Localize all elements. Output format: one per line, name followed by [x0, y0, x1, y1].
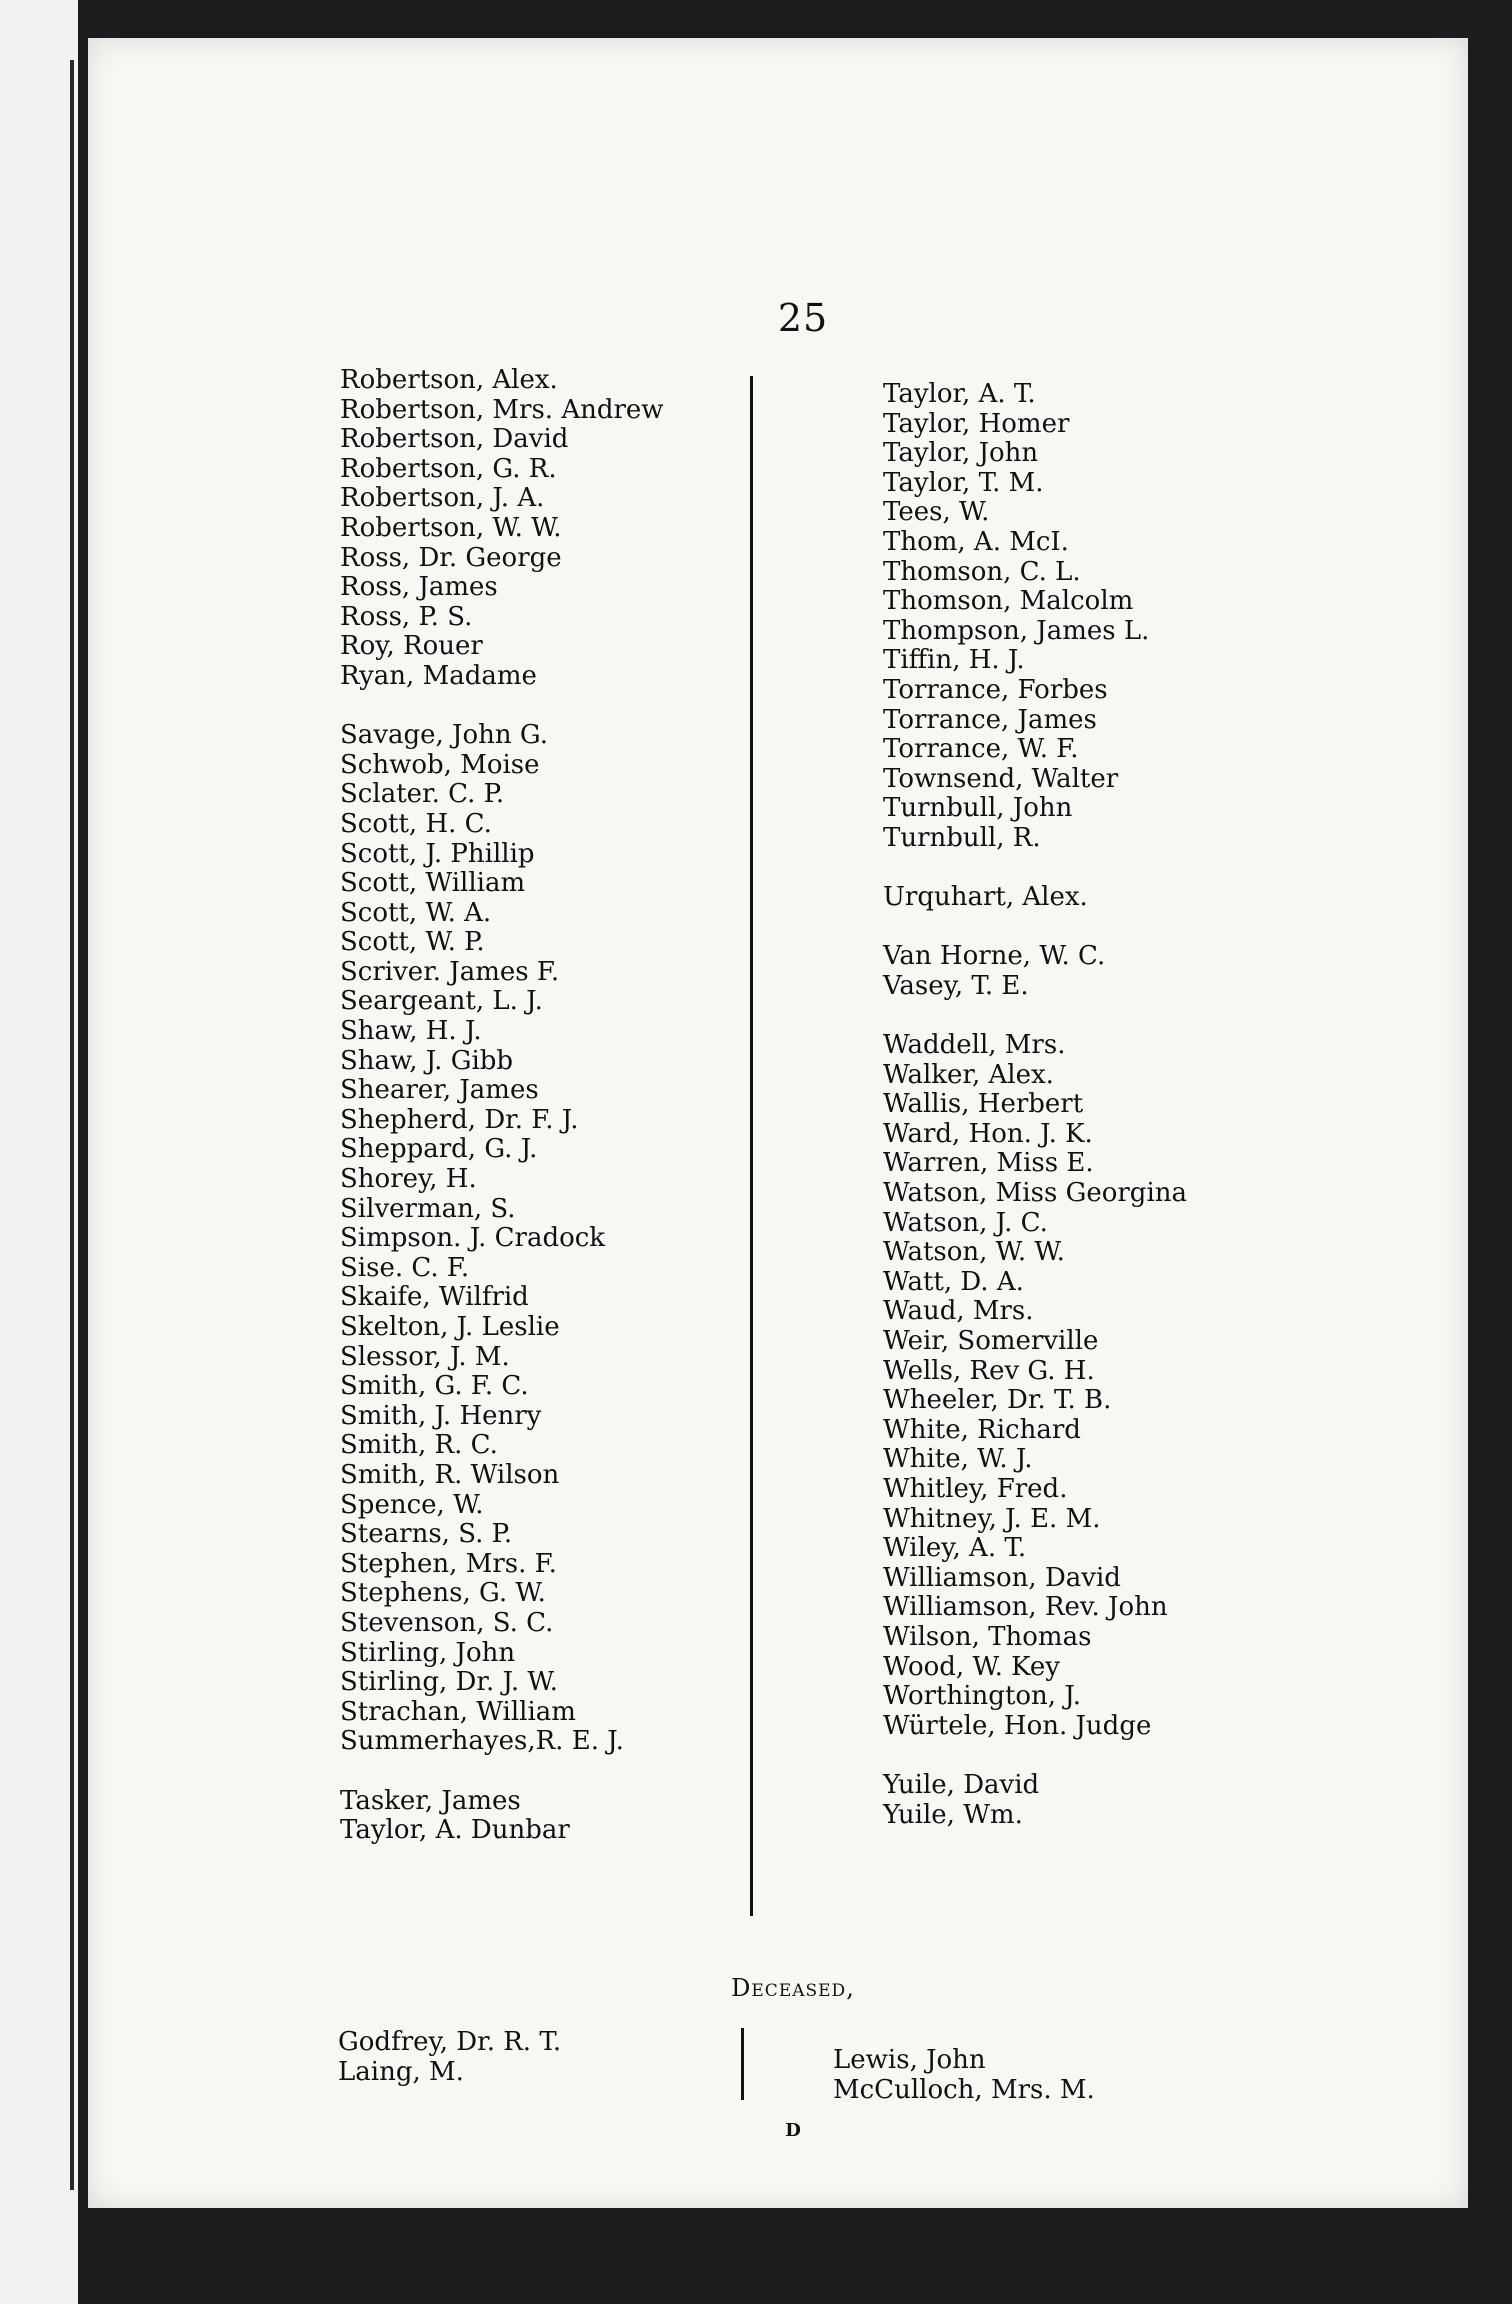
list-gap: [883, 854, 1187, 884]
list-item: Smith, R. C.: [340, 1430, 498, 1461]
list-item: Urquhart, Alex.: [883, 882, 1088, 913]
list-gap: [340, 1757, 664, 1787]
list-item: Godfrey, Dr. R. T.: [338, 2027, 562, 2057]
list-item: Sheppard, G. J.: [340, 1134, 538, 1165]
list-item: McCulloch, Mrs. M.: [833, 2074, 1095, 2105]
names-column-right: [883, 380, 1187, 1830]
signature-mark: D: [785, 2120, 801, 2141]
list-item: Taylor, John: [883, 438, 1039, 469]
list-item: Torrance, Forbes: [883, 674, 1108, 705]
list-item: Taylor, Homer: [883, 408, 1070, 439]
list-item: Stephen, Mrs. F.: [340, 1548, 557, 1579]
list-item: Robertson, J. A.: [340, 483, 545, 514]
previous-page-edge: [0, 0, 78, 2304]
list-item: Williamson, David: [883, 1562, 1121, 1593]
list-item: Würtele, Hon. Judge: [883, 1710, 1152, 1741]
deceased-column-left: [338, 2028, 561, 2087]
list-item: Yuile, Wm.: [883, 1799, 1023, 1830]
list-gap: [883, 1001, 1187, 1031]
list-item: Taylor, T. M.: [883, 467, 1044, 498]
list-item: Townsend, Walter: [883, 763, 1119, 794]
list-item: Tees, W.: [883, 497, 990, 528]
list-item: Watson, W. W.: [883, 1237, 1065, 1268]
binding-rule: [70, 60, 74, 2190]
list-item: Weir, Somerville: [883, 1326, 1099, 1356]
list-item: Thom, A. McI.: [883, 526, 1069, 557]
list-item: Skaife, Wilfrid: [340, 1282, 529, 1313]
list-item: Sclater. C. P.: [340, 779, 505, 810]
list-item: Shorey, H.: [340, 1164, 477, 1195]
list-item: Williamson, Rev. John: [883, 1592, 1168, 1623]
list-item: Worthington, J.: [883, 1681, 1081, 1712]
list-item: Thomson, C. L.: [883, 556, 1081, 587]
list-item: Laing, M.: [338, 2056, 464, 2087]
list-item: Stearns, S. P.: [340, 1519, 513, 1550]
list-item: Robertson, David: [340, 424, 569, 455]
list-item: Van Horne, W. C.: [883, 941, 1106, 972]
list-item: Robertson, Mrs. Andrew: [340, 394, 664, 425]
list-item: Turnbull, John: [883, 793, 1073, 824]
list-item: White, W. J.: [883, 1444, 1033, 1475]
list-item: Tasker, James: [340, 1785, 521, 1816]
list-item: Taylor, A. Dunbar: [340, 1815, 570, 1846]
list-item: Waddell, Mrs.: [883, 1030, 1066, 1061]
list-item: Stirling, Dr. J. W.: [340, 1667, 558, 1698]
list-item: Simpson. J. Cradock: [340, 1223, 606, 1254]
list-item: Ward, Hon. J. K.: [883, 1118, 1093, 1149]
column-divider: [750, 376, 753, 1916]
list-item: White, Richard: [883, 1414, 1081, 1445]
list-item: Watson, Miss Georgina: [883, 1178, 1188, 1209]
list-item: Torrance, James: [883, 704, 1097, 735]
list-item: Summerhayes,R. E. J.: [340, 1726, 624, 1757]
list-item: Ross, James: [340, 572, 498, 603]
list-item: Scriver. James F.: [340, 956, 560, 987]
list-item: Whitney, J. E. M.: [883, 1503, 1101, 1534]
list-item: Scott, W. A.: [340, 897, 492, 928]
list-item: Scott, William: [340, 868, 526, 899]
list-item: Stevenson, S. C.: [340, 1607, 554, 1638]
list-item: Torrance, W. F.: [883, 734, 1079, 765]
list-item: Smith, G. F. C.: [340, 1371, 529, 1402]
list-gap: [883, 1741, 1187, 1771]
list-item: Smith, J. Henry: [340, 1400, 542, 1431]
document-page: [88, 38, 1468, 2208]
list-item: Robertson, Alex.: [340, 365, 558, 395]
list-item: Schwob, Moise: [340, 749, 540, 780]
list-item: Turnbull, R.: [883, 822, 1041, 853]
list-item: Strachan, William: [340, 1696, 576, 1727]
list-item: Tiffin, H. J.: [883, 645, 1025, 676]
list-item: Whitley, Fred.: [883, 1473, 1068, 1504]
list-item: Stephens, G. W.: [340, 1578, 546, 1609]
names-column-left: [340, 366, 664, 1846]
list-item: Walker, Alex.: [883, 1059, 1054, 1090]
list-item: Sise. C. F.: [340, 1252, 470, 1283]
list-item: Thomson, Malcolm: [883, 586, 1134, 617]
list-item: Wiley, A. T.: [883, 1533, 1027, 1564]
deceased-heading: Deceased,: [731, 1974, 855, 2002]
list-item: Shaw, J. Gibb: [340, 1045, 514, 1076]
list-item: Watt, D. A.: [883, 1266, 1024, 1297]
list-item: Shaw, H. J.: [340, 1016, 482, 1047]
list-item: Slessor, J. M.: [340, 1341, 510, 1372]
list-item: Yuile, David: [883, 1769, 1040, 1800]
list-item: Silverman, S.: [340, 1193, 516, 1224]
list-item: Warren, Miss E.: [883, 1148, 1094, 1179]
page-number: 25: [777, 296, 829, 340]
list-item: Seargeant, L. J.: [340, 986, 543, 1017]
list-gap: [883, 913, 1187, 943]
list-item: Spence, W.: [340, 1489, 484, 1520]
list-item: Smith, R. Wilson: [340, 1459, 560, 1490]
list-item: Watson, J. C.: [883, 1207, 1048, 1238]
list-item: Scott, H. C.: [340, 808, 492, 839]
list-item: Shepherd, Dr. F. J.: [340, 1104, 579, 1135]
list-item: Skelton, J. Leslie: [340, 1312, 560, 1342]
list-item: Ross, Dr. George: [340, 542, 562, 573]
list-item: Thompson, James L.: [883, 615, 1150, 646]
list-item: Robertson, G. R.: [340, 453, 557, 484]
deceased-column-divider: [741, 2028, 744, 2100]
list-item: Wells, Rev G. H.: [883, 1355, 1095, 1386]
list-item: Robertson, W. W.: [340, 512, 562, 543]
list-item: Scott, J. Phillip: [340, 838, 535, 869]
list-item: Stirling, John: [340, 1637, 516, 1668]
list-item: Wallis, Herbert: [883, 1089, 1084, 1120]
list-item: Taylor, A. T.: [883, 379, 1036, 409]
list-item: Ross, P. S.: [340, 601, 473, 632]
list-item: Scott, W. P.: [340, 927, 485, 958]
list-item: Savage, John G.: [340, 720, 548, 751]
list-item: Lewis, John: [833, 2045, 986, 2075]
list-item: Wood, W. Key: [883, 1651, 1060, 1682]
list-item: Shearer, James: [340, 1075, 539, 1106]
list-item: Wilson, Thomas: [883, 1621, 1092, 1652]
list-item: Wheeler, Dr. T. B.: [883, 1385, 1112, 1416]
list-item: Ryan, Madame: [340, 660, 537, 691]
list-item: Vasey, T. E.: [883, 970, 1029, 1001]
list-item: Roy, Rouer: [340, 631, 483, 662]
list-item: Waud, Mrs.: [883, 1296, 1034, 1327]
list-gap: [340, 692, 664, 722]
deceased-column-right: [833, 2046, 1095, 2105]
